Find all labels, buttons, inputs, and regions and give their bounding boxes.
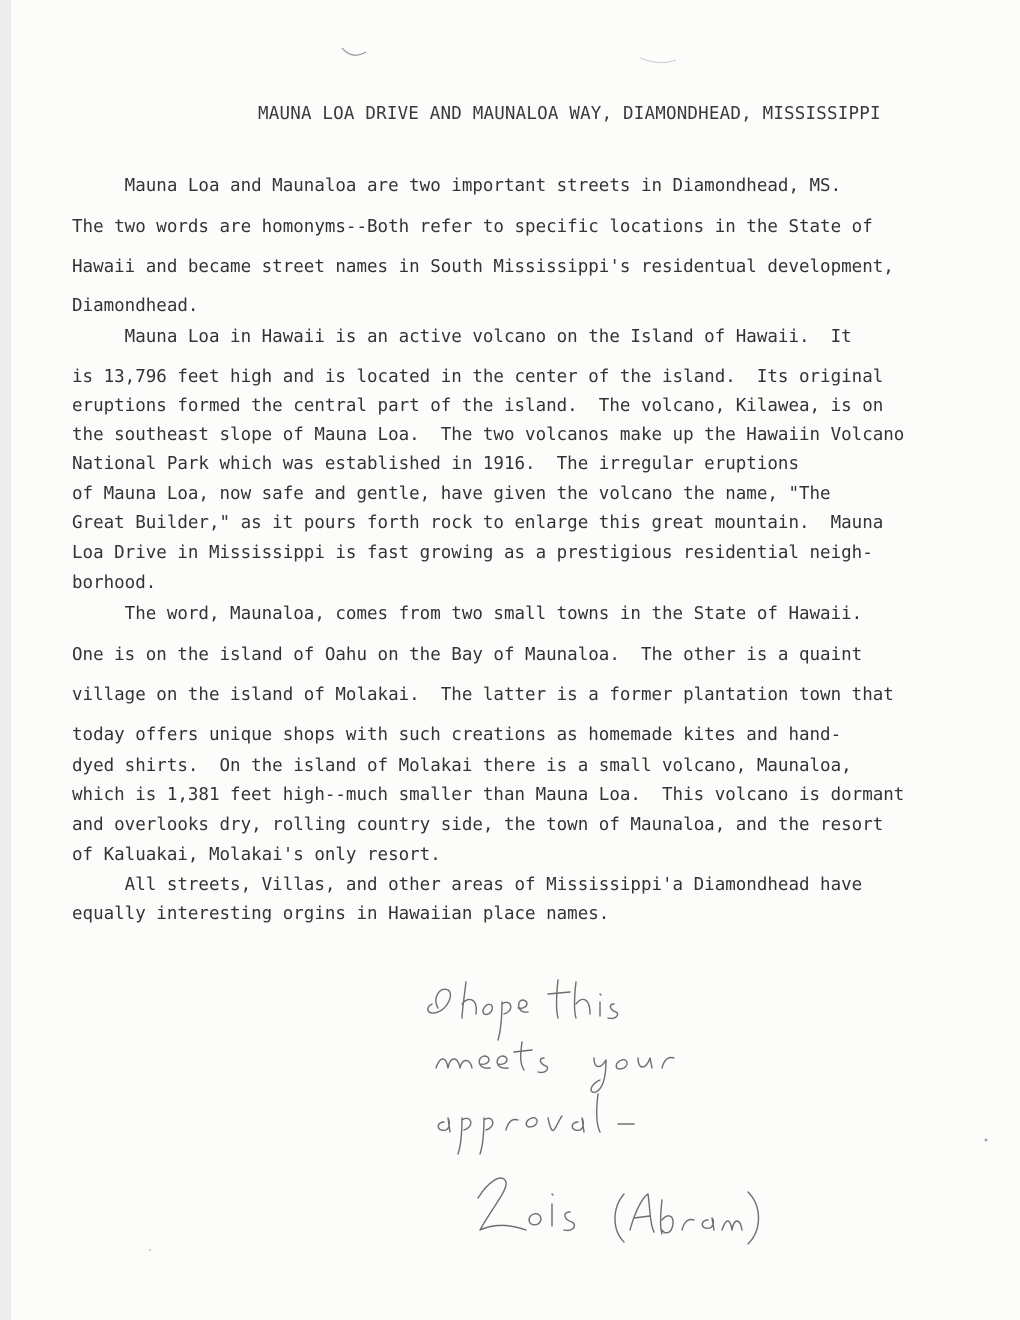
- document-title: MAUNA LOA DRIVE AND MAUNALOA WAY, DIAMONDHEAD, MISSISSIPPI: [258, 104, 881, 124]
- body-line: which is 1,381 feet high--much smaller than Mauna Loa. This volcano is dormant: [72, 785, 905, 805]
- body-line: eruptions formed the central part of the island. The volcano, Kilawea, is on: [72, 396, 884, 416]
- body-line: The two words are homonyms--Both refer to specific locations in the State of: [72, 217, 873, 237]
- body-line: of Mauna Loa, now safe and gentle, have given the volcano the name, "The: [72, 484, 831, 504]
- body-line: Great Builder," as it pours forth rock to enlarge this great mountain. Mauna: [72, 513, 884, 533]
- body-line: All streets, Villas, and other areas of Mississippi'a Diamondhead have: [72, 875, 863, 895]
- body-line: Hawaii and became street names in South Mississippi's residentual development,: [72, 257, 894, 277]
- body-line: Mauna Loa and Maunaloa are two important streets in Diamondhead, MS.: [72, 176, 842, 196]
- body-line: borhood.: [72, 573, 157, 593]
- body-line: of Kaluakai, Molakai's only resort.: [72, 845, 441, 865]
- body-line: The word, Maunaloa, comes from two small towns in the State of Hawaii.: [72, 604, 863, 624]
- handwritten-note: [418, 968, 778, 1268]
- body-line: village on the island of Molakai. The latter is a former plantation town that: [72, 685, 894, 705]
- body-line: Loa Drive in Mississippi is fast growing as a prestigious residential neigh-: [72, 543, 873, 563]
- document-body: [72, 176, 1020, 924]
- body-line: and overlooks dry, rolling country side, the town of Maunaloa, and the resort: [72, 815, 884, 835]
- body-line: the southeast slope of Mauna Loa. The two volcanos make up the Hawaiin Volcano: [72, 425, 905, 445]
- body-line: equally interesting orgins in Hawaiian place names.: [72, 904, 610, 924]
- handwritten-signature-image: [418, 968, 778, 1268]
- body-line: is 13,796 feet high and is located in the center of the island. Its original: [72, 367, 884, 387]
- body-line: Diamondhead.: [72, 296, 199, 316]
- body-line: Mauna Loa in Hawaii is an active volcano on the Island of Hawaii. It: [72, 327, 852, 347]
- body-line: dyed shirts. On the island of Molakai there is a small volcano, Maunaloa,: [72, 756, 852, 776]
- body-line: One is on the island of Oahu on the Bay of Maunaloa. The other is a quaint: [72, 645, 863, 665]
- body-line: National Park which was established in 1916. The irregular eruptions: [72, 454, 799, 474]
- body-line: today offers unique shops with such creations as homemade kites and hand-: [72, 725, 842, 745]
